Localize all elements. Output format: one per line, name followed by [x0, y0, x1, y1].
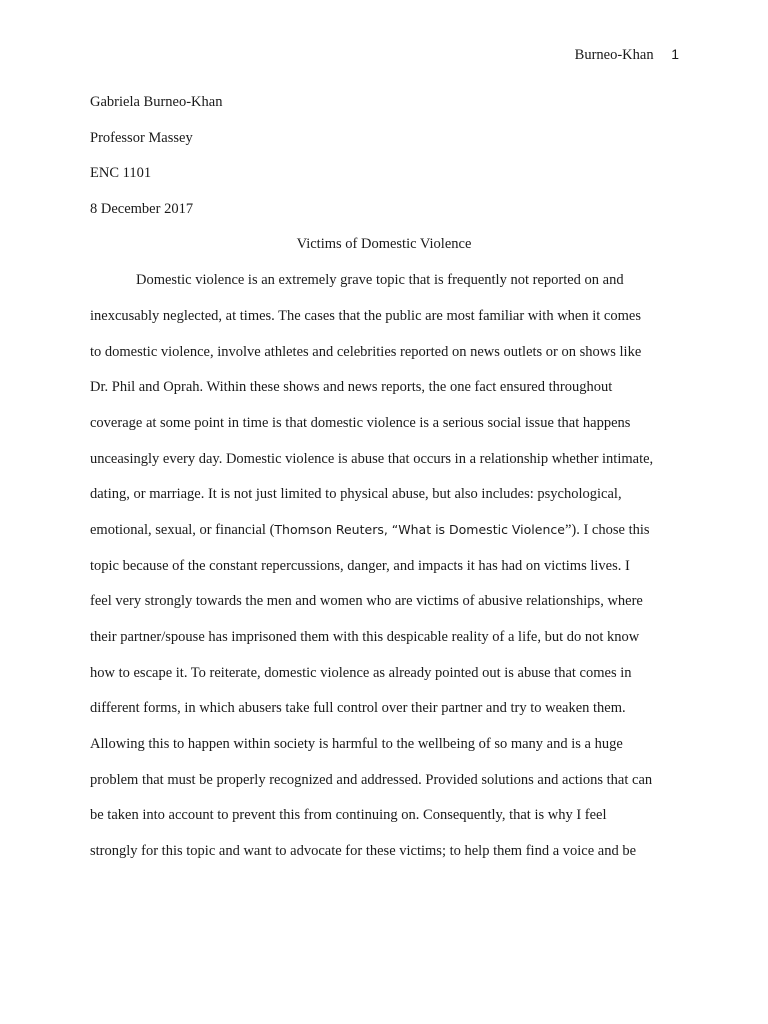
professor-name: Professor Massey: [90, 130, 193, 146]
body-line: unceasingly every day. Domestic violence is abuse that occurs in a relationship whether intimate,: [90, 451, 654, 467]
course-code: ENC 1101: [90, 165, 152, 181]
citation-text: Thomson Reuters, “What is Domestic Violence: [274, 522, 565, 537]
page-number: 1: [671, 46, 679, 62]
running-header: [575, 44, 679, 65]
body-line: Allowing this to happen within society is harmful to the wellbeing of so many and is a huge: [90, 736, 623, 752]
body-line: problem that must be properly recognized and addressed. Provided solutions and actions that can: [90, 772, 653, 788]
running-header-name: Burneo-Khan: [574, 47, 654, 63]
body-text: ”). I chose this: [564, 522, 650, 538]
body-line: topic because of the constant repercussions, danger, and impacts it has had on victims lives. I: [90, 558, 630, 574]
body-line: Dr. Phil and Oprah. Within these shows and news reports, the one fact ensured throughout: [90, 379, 613, 395]
body-line: feel very strongly towards the men and women who are victims of abusive relationships, where: [90, 593, 643, 609]
body-line: [90, 520, 650, 540]
body-line: how to escape it. To reiterate, domestic violence as already pointed out is abuse that comes in: [90, 665, 632, 681]
body-line: different forms, in which abusers take full control over their partner and try to weaken them.: [90, 700, 626, 716]
body-line: to domestic violence, involve athletes and celebrities reported on news outlets or on shows like: [90, 344, 642, 360]
student-name: Gabriela Burneo-Khan: [90, 94, 223, 110]
essay-title: Victims of Domestic Violence: [296, 236, 472, 252]
body-line: their partner/spouse has imprisoned them with this despicable reality of a life, but do not know: [90, 629, 640, 645]
body-line: strongly for this topic and want to advocate for these victims; to help them find a voice and be: [90, 843, 637, 859]
body-line: be taken into account to prevent this from continuing on. Consequently, that is why I feel: [90, 807, 607, 823]
body-line: inexcusably neglected, at times. The cases that the public are most familiar with when it comes: [90, 308, 641, 324]
body-line: dating, or marriage. It is not just limited to physical abuse, but also includes: psychological,: [90, 486, 622, 502]
essay-date: 8 December 2017: [90, 201, 194, 217]
body-text: emotional, sexual, or financial (: [90, 522, 275, 538]
body-line: Domestic violence is an extremely grave topic that is frequently not reported on and: [136, 272, 624, 288]
body-line: coverage at some point in time is that domestic violence is a serious social issue that happens: [90, 415, 631, 431]
